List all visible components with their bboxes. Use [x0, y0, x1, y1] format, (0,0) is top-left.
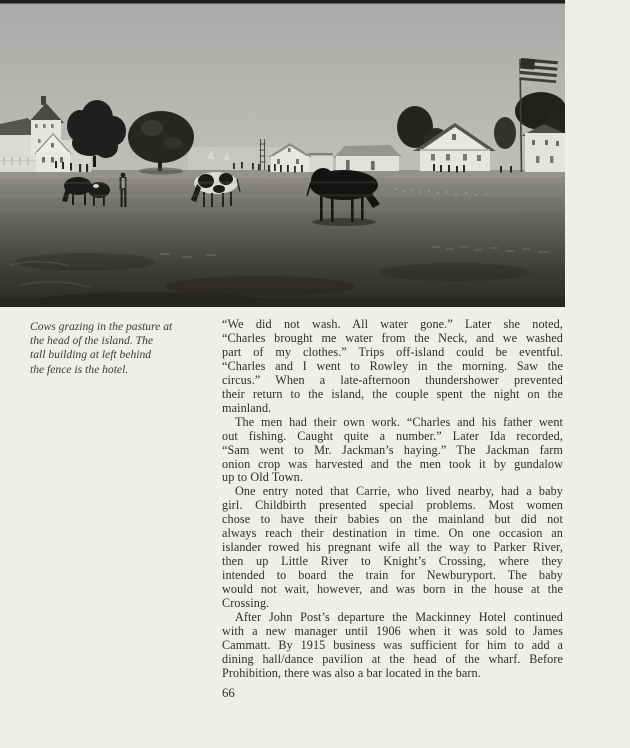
text-line: Crossing.: [222, 596, 270, 611]
text-line: One entry noted that Carrie, who lived nearby, had a baby: [235, 484, 563, 499]
text-line: with a new manager until 1906 when it was sold to James: [222, 623, 563, 638]
photo-illustration: [0, 0, 565, 307]
text-line: their return to the island, the couple spent the night on the: [222, 386, 563, 401]
text-line: “Sam went to Mr. Jackman’s haying.” The Jackman farm: [222, 442, 563, 457]
american-flag: [519, 58, 558, 83]
text-line: “Charles brought me water from the Neck, and we washed: [222, 330, 563, 345]
text-line: After John Post’s departure the Mackinney Hotel continued: [235, 610, 563, 625]
text-line: out fishing. Caught quite a number.” Later Ida recorded,: [222, 428, 563, 443]
photo-caption: [30, 320, 202, 377]
text-line: always reach their destination in time. On one occasion an: [222, 526, 563, 541]
text-line: girl. Childbirth presented special problems. Most women: [222, 498, 563, 513]
paragraph-1: [222, 318, 563, 416]
text-line: Cammatt. By 1915 business was sufficient for him to add a: [222, 637, 563, 652]
text-line: dining hall/dance pavilion at the head of the wharf. Before: [222, 651, 563, 666]
text-line: “We did not wash. All water gone.” Later she noted,: [222, 317, 563, 331]
paragraph-3: [222, 485, 563, 611]
pasture-photograph: [0, 0, 565, 307]
text-line: islander rowed his pregnant wife all the way to Parker River,: [222, 540, 563, 555]
paragraph-4: [222, 611, 563, 681]
caption-line: Cows grazing in the pasture at: [30, 320, 173, 333]
text-line: up to Old Town.: [222, 470, 303, 485]
text-line: intended to board the train for Newburyport. The baby: [222, 568, 563, 583]
text-line: would not wait, however, and was born in the house at the: [222, 582, 563, 597]
text-line: onion crop was harvested and the men took it by gundalow: [222, 456, 563, 471]
page-number: 66: [222, 686, 235, 700]
caption-line: tall building at left behind: [30, 348, 152, 362]
caption-line: the fence is the hotel.: [30, 362, 129, 376]
text-line: chose to have their babies on the mainland but did not: [222, 512, 563, 527]
paragraph-2: [222, 416, 563, 486]
text-line: “Charles and I went to Rowley in the morning. Saw the: [222, 358, 563, 373]
text-line: circus.” When a late-afternoon thundershower prevented: [222, 372, 563, 387]
body-text-column: [222, 318, 563, 681]
tree: [494, 117, 516, 149]
text-line: part of my clothes.” Trips off-island could be eventful.: [222, 344, 563, 359]
caption-line: the head of the island. The: [30, 334, 154, 348]
text-line: Prohibition, there was also a bar located in the barn.: [222, 665, 481, 680]
text-line: then up Little River to Knight’s Crossing, where they: [222, 554, 563, 569]
text-line: The men had their own work. “Charles and his father went: [235, 414, 563, 429]
barn: [333, 145, 402, 171]
text-line: mainland.: [222, 400, 272, 415]
